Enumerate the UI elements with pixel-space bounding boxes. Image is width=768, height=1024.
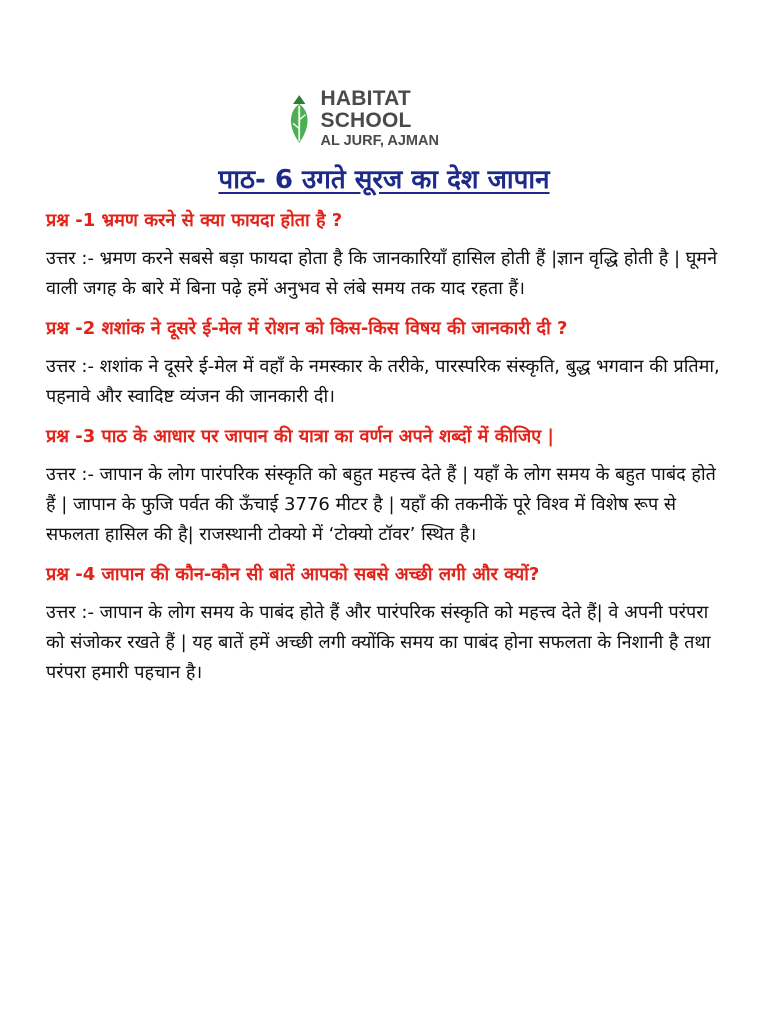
- answer-4: उत्तर :- जापान के लोग समय के पाबंद होते हैं और पारंपरिक संस्कृति को महत्त्व देते हैं| वे अपनी परंपरा को संजोकर रखते हैं | यह बातें हमें अच्छी लगी क्योंकि समय का पाबंद होना सफलता के निशानी है तथा परंपरा हमारी पहचान है।: [46, 602, 711, 683]
- school-name: HABITAT SCHOOL: [320, 87, 412, 133]
- pencil-leaf-logo-icon: [286, 90, 312, 148]
- school-location: AL JURF, AJMAN: [320, 133, 439, 150]
- question-4: प्रश्न -4 जापान की कौन-कौन सी बातें आपको सबसे अच्छी लगी और क्यों?: [46, 564, 540, 585]
- school-logo: [286, 88, 486, 150]
- question-1: प्रश्न -1 भ्रमण करने से क्या फायदा होता है ?: [46, 210, 343, 231]
- qa-section: [46, 206, 726, 698]
- answer-2: उत्तर :- शशांक ने दूसरे ई-मेल में वहाँ के नमस्कार के तरीके, पारस्परिक संस्कृति, बुद्ध भगवान की प्रतिमा, पहनावे और स्वादिष्ट व्यंजन की जानकारी दी।: [46, 356, 720, 407]
- question-3: प्रश्न -3 पाठ के आधार पर जापान की यात्रा का वर्णन अपने शब्दों में कीजिए |: [46, 426, 554, 447]
- logo-text: [320, 88, 486, 149]
- question-2: प्रश्न -2 शशांक ने दूसरे ई-मेल में रोशन को किस-किस विषय की जानकारी दी ?: [46, 318, 568, 339]
- answer-1: उत्तर :- भ्रमण करने सबसे बड़ा फायदा होता है कि जानकारियाँ हासिल होती हैं |ज्ञान वृद्धि होती है | घूमने वाली जगह के बारे में बिना पढ़े हमें अनुभव से लंबे समय तक याद रहता हैं।: [46, 248, 718, 299]
- answer-3: उत्तर :- जापान के लोग पारंपरिक संस्कृति को बहुत महत्त्व देते हैं | यहाँ के लोग समय के बहुत पाबंद होते हैं | जापान के फुजि पर्वत की ऊँचाई 3776 मीटर है | यहाँ की तकनीकें पूरे विश्व में विशेष रूप से सफलता हासिल की है| राजस्थानी टोक्यो में ‘टोक्यो टॉवर’ स्थित है।: [46, 464, 716, 545]
- lesson-title-row: [0, 160, 768, 196]
- lesson-title: पाठ- 6 उगते सूरज का देश जापान: [218, 165, 550, 195]
